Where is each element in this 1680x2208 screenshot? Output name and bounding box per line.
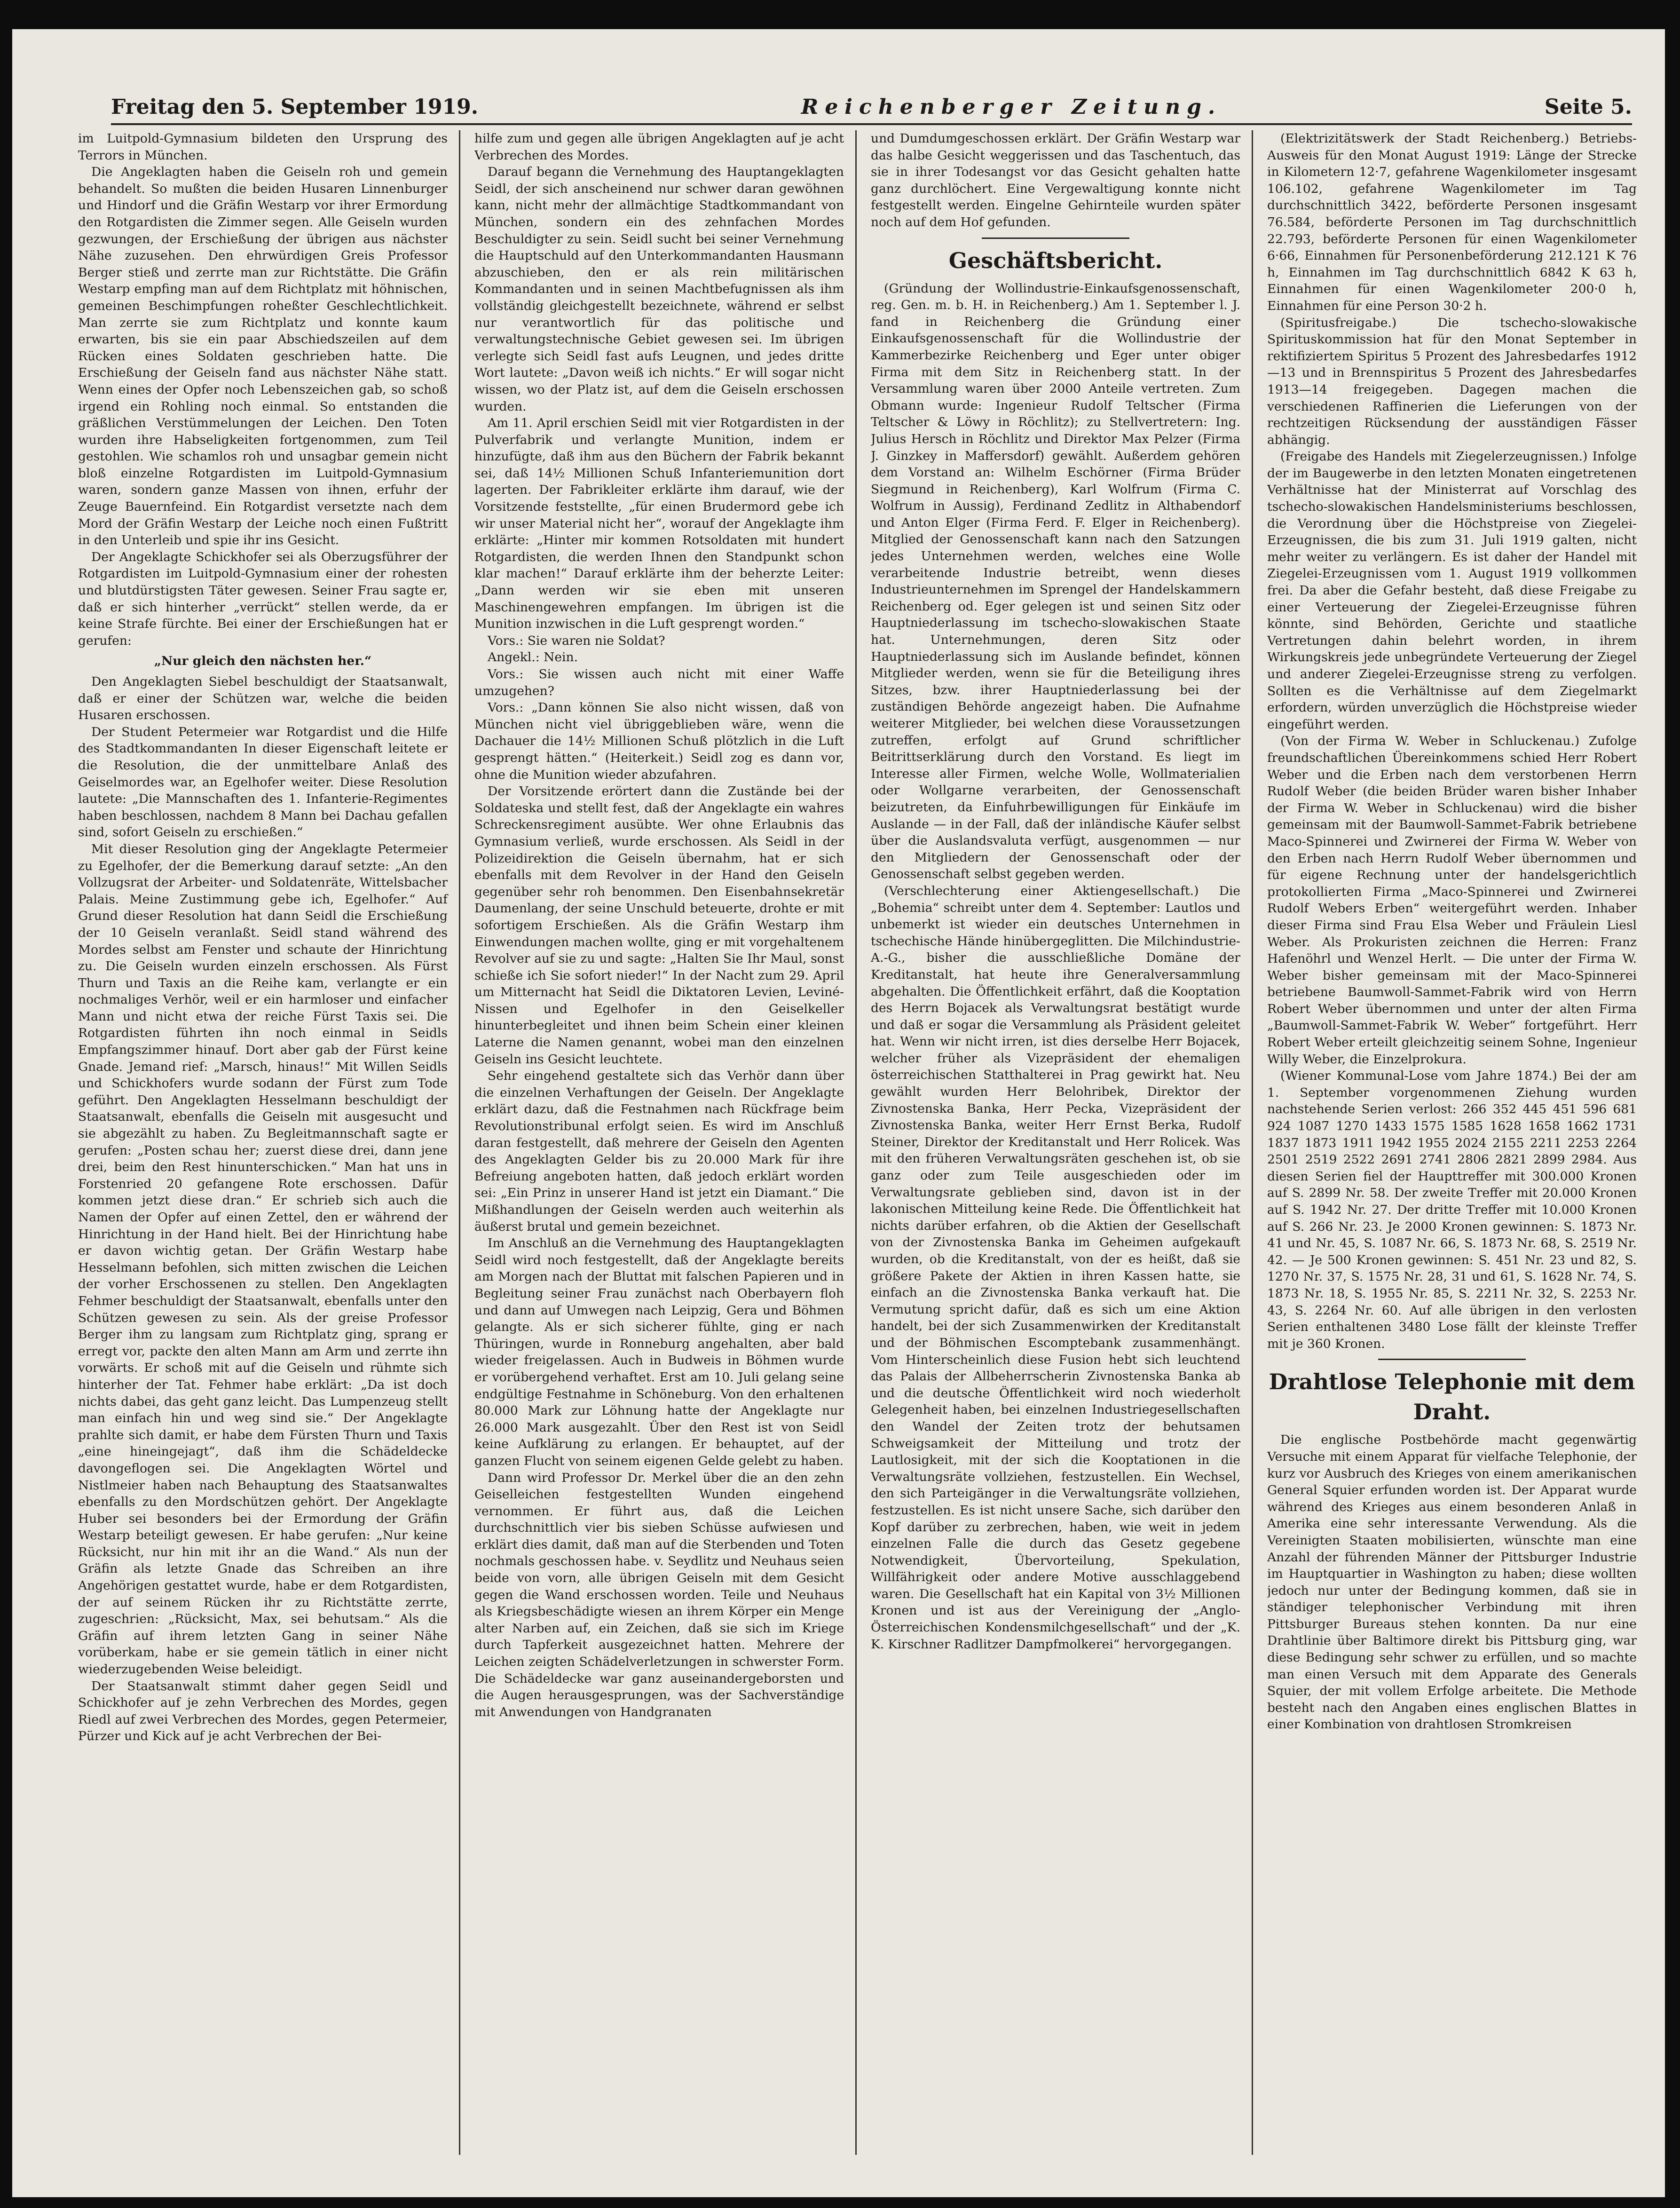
business-item: (Spiritusfreigabe.) Die tschecho-slowakische Spirituskommission hat für den Monat September in rektifiziertem Spiritus 5 Prozent des Jahresbedarfes 1912—13 und in Brennspiritus 5 Prozent des Jahresbedarfes 1913—14 freigegeben. Dagegen machen die verschiedenen Raffinerien die Lieferungen von der rechtzeitigen Rücksendung der ausständigen Fässer abhängig.	[1267, 315, 1637, 447]
article-title: Drahtlose Telephonie mit dem Draht.	[1269, 1369, 1635, 1425]
newspaper-page	[12, 29, 1665, 2197]
paragraph: Die englische Postbehörde macht gegenwärtig Versuche mit einem Apparat für vielfache Telephonie, der kurz vor Ausbruch des Krieges von einem amerikanischen General Squier erfunden worden ist. Der Apparat wurde während des Krieges aus einem besonderen Anlaß in Amerika eine sehr interessante Verwendung. Als die Vereinigten Staaten mobilisierten, wünschte man eine Anzahl der führenden Männer der Pittsburger Industrie im Hauptquartier in Washington zu haben; diese wollten jedoch nur unter der Bedingung kommen, daß sie in ständiger telephonischer Verbindung mit ihren Pittsburger Bureaus stehen konnten. Da nur eine Drahtlinie über Baltimore direkt bis Pittsburg ging, war diese Bedingung sehr schwer zu erfüllen, und so machte man einen Versuch mit dem Apparate des Generals Squier, der mit vollem Erfolge arbeitete. Die Methode besteht nach den Angaben eines englischen Blattes in einer Kombination von drahtlosen Stromkreisen	[1267, 1432, 1637, 1732]
masthead: Reichenberger Zeitung.	[801, 95, 1222, 119]
dialogue-line: Vors.: Sie wissen auch nicht mit einer Waffe umzugehen?	[474, 667, 844, 698]
paragraph: Der Angeklagte Schickhofer sei als Oberzugsführer der Rotgardisten im Luitpold-Gymnasium einer der rohesten und blutdürstigsten Täter gewesen. Seiner Frau sagte er, daß er sich hinterher „verrückt“ stellen werde, da er keine Strafe fürchte. Bei einer der Erschießungen hat er gerufen:	[78, 549, 448, 648]
paragraph: Darauf begann die Vernehmung des Hauptangeklagten Seidl, der sich anscheinend nur schwer daran gewöhnen kann, nicht mehr der allmächtige Stadtkommandant von München, sondern ein des zehnfachen Mordes Beschuldigter zu sein. Seidl sucht bei seiner Vernehmung die Hauptschuld auf den Unterkommandanten Hausmann abzuschieben, den er als rein militärischen Kommandanten und in seinen Machtbefugnissen als ihm vollständig gleichgestellt bezeichnete, während er selbst nur verantwortlich für das politische und verwaltungstechnische Gebiet gewesen sei. Im übrigen verlegte sich Seidl fast aufs Leugnen, und jedes dritte Wort lautete: „Davon weiß ich nichts.“ Er will sogar nicht wissen, wo der Platz ist, auf dem die Geiseln erschossen wurden.	[474, 165, 844, 414]
column-1	[78, 130, 460, 2155]
column-4	[1267, 130, 1637, 2155]
business-item: (Von der Firma W. Weber in Schluckenau.) Zufolge freundschaftlichen Übereinkommens schied Herr Robert Weber und die Erben nach dem verstorbenen Herrn Rudolf Weber (die beiden Brüder waren bisher Inhaber der Firma W. Weber in Schluckenau) wird die bisher gemeinsam mit der Baumwoll-Sammet-Fabrik betriebene Maco-Spinnerei und Zwirnerei der Firma W. Weber von den Erben nach Herrn Rudolf Weber übernommen und für eigene Rechnung unter der handelsgerichtlich protokollierten Firma „Maco-Spinnerei und Zwirnerei Rudolf Webers Erben“ weitergeführt werden. Inhaber dieser Firma sind Frau Elsa Weber und Fräulein Liesl Weber. Als Prokuristen zeichnen die Herren: Franz Hafenöhrl und Wenzel Herlt. — Die unter der Firma W. Weber bisher gemeinsam mit der Maco-Spinnerei betriebene Baumwoll-Sammet-Fabrik wird von Herrn Robert Weber übernommen und unter der alten Firma „Baumwoll-Sammet-Fabrik W. Weber“ fortgeführt. Herr Robert Weber erteilt gleichzeitig seinem Sohne, Ingenieur Willy Weber, die Einzelprokura.	[1267, 734, 1637, 1067]
paragraph: Den Angeklagten Siebel beschuldigt der Staatsanwalt, daß er einer der Schützen war, welche die beiden Husaren erschossen.	[78, 674, 448, 723]
paragraph: Der Student Petermeier war Rotgardist und die Hilfe des Stadtkommandanten In dieser Eigenschaft leitete er die Resolution, die der unmittelbare Anlaß des Geiselmordes war, an Egelhofer weiter. Diese Resolution lautete: „Die Mannschaften des 1. Infanterie-Regimentes haben beschlossen, nachdem 8 Mann bei Dachau gefallen sind, sofort Geiseln zu erschießen.“	[78, 724, 448, 840]
section-divider	[1378, 1359, 1526, 1360]
text-columns	[78, 130, 1637, 2155]
lottery-item: (Wiener Kommunal-Lose vom Jahre 1874.) Bei der am 1. September vorgenommenen Ziehung wurden nachstehende Serien verlost: 266 352 445 451 596 681 924 1087 1270 1433 1575 1585 1628 1658 1662 1731 1837 1873 1911 1942 1955 2024 2155 2211 2253 2264 2501 2519 2522 2691 2741 2806 2821 2899 2984. Aus diesen Serien fiel der Haupttreffer mit 300.000 Kronen auf S. 2899 Nr. 58. Der zweite Treffer mit 20.000 Kronen auf S. 1942 Nr. 27. Der dritte Treffer mit 10.000 Kronen auf S. 266 Nr. 23. Je 2000 Kronen gewinnen: S. 1873 Nr. 41 und Nr. 45, S. 1087 Nr. 66, S. 1873 Nr. 68, S. 2519 Nr. 42. — Je 500 Kronen gewinnen: S. 451 Nr. 23 und 82, S. 1270 Nr. 37, S. 1575 Nr. 28, 31 und 61, S. 1628 Nr. 74, S. 1873 Nr. 18, S. 1955 Nr. 85, S. 2211 Nr. 32, S. 2253 Nr. 43, S. 2264 Nr. 60. Auf alle übrigen in den verlosten Serien enthaltenen 3480 Lose fällt der kleinste Treffer mit je 360 Kronen.	[1267, 1068, 1637, 1351]
paragraph: Sehr eingehend gestaltete sich das Verhör dann über die einzelnen Verhaftungen der Geiseln. Der Angeklagte erklärt dazu, daß die Festnahmen nach Rückfrage beim Revolutionstribunal erfolgt seien. Es wird im Anschluß daran festgestellt, daß mehrere der Geiseln den Agenten des Angeklagten Gelder bis zu 20.000 Mark für ihre Befreiung angeboten hatten, daß jedoch erklärt worden sei: „Ein Prinz in unserer Hand ist jetzt ein Diamant.“ Die Mißhandlungen der Geiseln werden auch weiterhin als äußerst brutal und gemein bezeichnet.	[474, 1068, 844, 1234]
quote-heading: „Nur gleich den nächsten her.“	[154, 654, 372, 669]
paragraph: Der Staatsanwalt stimmt daher gegen Seidl und Schickhofer auf je zehn Verbrechen des Mordes, gegen Riedl auf zwei Verbrechen des Mordes, gegen Petermeier, Pürzer und Kick auf je acht Verbrechen der Bei-	[78, 1678, 448, 1744]
paragraph: Die Angeklagten haben die Geiseln roh und gemein behandelt. So mußten die beiden Husaren Linnenburger und Hindorf und die Gräfin Westarp vor ihrer Ermordung den Rotgardisten die Zimmer segen. Alle Geiseln wurden gezwungen, der Erschießung der übrigen aus nächster Nähe zuzusehen. Den ehrwürdigen Greis Professor Berger stieß und zerrte man zur Richtstätte. Die Gräfin Westarp empfing man auf dem Richtplatz mit höhnischen, gemeinen Beschimpfungen roheßter Geschlechtlichkeit. Man zerrte sie zum Richtplatz und konnte kaum erwarten, bis sie ein paar Abschiedszeilen auf dem Rücken eines Soldaten geschrieben hatte. Die Erschießung der Geiseln fand aus nächster Nähe statt. Wenn eines der Opfer noch Lebenszeichen gab, so schoß irgend ein Rohling noch einmal. So entstanden die gräßlichen Verstümmelungen der Leichen. Den Toten wurden ihre Habseligkeiten fortgenommen, zum Teil gestohlen. Wie schamlos roh und unsagbar gemein nicht bloß einzelne Rotgardisten im Luitpold-Gymnasium waren, sondern ganze Massen von ihnen, erfuhr der Zeuge Bauernfeind. Ein Rotgardist versetzte nach dem Mord der Gräfin Westarp der Leiche noch einen Fußtritt in den Unterleib und spie ihr ins Gesicht.	[78, 165, 448, 548]
column-2	[474, 130, 857, 2155]
business-item: (Freigabe des Handels mit Ziegelerzeugnissen.) Infolge der im Baugewerbe in den letzten Monaten eingetretenen Verhältnisse hat der Ministerrat auf Vorschlag des tschecho-slowakischen Handelsministeriums beschlossen, die Verordnung über die Höchstpreise von Ziegelei-Erzeugnissen, die bis zum 31. Juli 1919 galten, nicht mehr weiter zu verlängern. Es ist daher der Handel mit Ziegelei-Erzeugnissen vom 1. August 1919 vollkommen frei. Da aber die Gefahr besteht, daß diese Freigabe zu einer Verteuerung der Ziegelei-Erzeugnisse führen könnte, sind Behörden, Gerichte und staatliche Vertretungen dahin belehrt worden, in ihrem Wirkungskreis jede unbegründete Verteuerung der Ziegel und anderer Ziegelei-Erzeugnisse streng zu verfolgen. Sollten es die Verhältnisse auf dem Ziegelmarkt erfordern, würden unverzüglich die Höchstpreise wieder eingeführt werden.	[1267, 449, 1637, 732]
business-item: (Verschlechterung einer Aktiengesellschaft.) Die „Bohemia“ schreibt unter dem 4. September: Lautlos und unbemerkt ist wieder ein deutsches Unternehmen in tschechische Hände hinübergeglitten. Die Milchindustrie-A.-G., bisher die ausschließliche Domäne der Kreditanstalt, hat heute ihre Generalversammlung abgehalten. Die Öffentlichkeit erfährt, daß die Kooptation des Herrn Bojacek als Verwaltungsrat bestätigt wurde und daß er sogar die Versammlung als Präsident geleitet hat. Wenn wir nicht irren, ist dies derselbe Herr Bojacek, welcher früher als Vizepräsident der ehemaligen österreichischen Statthalterei in Prag gewirkt hat. Neu gewählt wurden Herr Belohribek, Direktor der Zivnostenska Banka, Herr Pecka, Vizepräsident der Zivnostenska Banka, weiter Herr Ernst Berka, Rudolf Steiner, Direktor der Kreditanstalt und Herr Rolicek. Was mit den früheren Verwaltungsräten geschehen ist, ob sie ganz oder zum Teile ausgeschieden oder im Verwaltungsrate geblieben sind, davon ist in der lakonischen Mitteilung keine Rede. Die Öffentlichkeit hat nichts darüber erfahren, ob die Aktien der Gesellschaft von der Zivnostenska Banka im Geheimen aufgekauft wurden, ob die Kreditanstalt, von der es heißt, daß sie größere Pakete der Aktien in ihren Kassen hatte, sie einfach an die Zivnostenska Banka verkauft hat. Die Vermutung spricht dafür, daß es sich um eine Aktion handelt, bei der sich Zusammenwirken der Kreditanstalt und der Böhmischen Escomptebank zusammenhängt. Vom Hinterscheinlich diese Fusion hebt sich leuchtend das Palais der Allbeherrscherin Zivnostenska Banka ab und die deutsche Öffentlichkeit wird noch wiederholt Gelegenheit haben, bei einzelnen Industriegesellschaften den Wandel der Zeiten trotz der behutsamen Schweigsamkeit der Mitteilung und trotz der Lautlosigkeit, mit der sich die Kooptationen in die Verwaltungsräte vollziehen, festzustellen. Ein Wechsel, den sich Parteigänger in die Verwaltungsräte vollziehen, festzustellen. Es ist nicht unsere Sache, sich darüber den Kopf darüber zu zerbrechen, haben, wie weit in jedem einzelnen Falle die durch das Gesetz gegebene Notwendigkeit, Übervorteilung, Spekulation, Willfährigkeit oder andere Motive ausschlaggebend waren. Die Gesellschaft hat ein Kapital von 3½ Millionen Kronen und ist aus der Vereinigung der „Anglo-Österreichischen Kondensmilchgesellschaft“ und der „K. K. Kirschner Radlitzer Dampfmolkerei“ hervorgegangen.	[871, 883, 1240, 1652]
dialogue-line: Vors.: „Dann können Sie also nicht wissen, daß von München nicht viel übriggeblieben wäre, wenn die Dachauer die 14½ Millionen Schuß plötzlich in die Luft gesprengt hätten.“ (Heiterkeit.) Seidl zog es dann vor, ohne die Munition wieder abzufahren.	[474, 700, 844, 782]
paragraph: Der Vorsitzende erörtert dann die Zustände bei der Soldateska und stellt fest, daß der Angeklagte ein wahres Schreckensregiment ausübte. Wer ohne Erlaubnis das Gymnasium verließ, wurde erschossen. Als Seidl in der Polizeidirektion die Geiseln übernahm, hat er sich ebenfalls mit dem Revolver in der Hand den Geiseln gegenüber sehr roh benommen. Den Eisenbahnsekretär Daumenlang, der seine Unschuld beteuerte, drohte er mit sofortigem Erschießen. Als die Gräfin Westarp ihm Einwendungen machen wollte, ging er mit vorgehaltenem Revolver auf sie zu und sagte: „Halten Sie Ihr Maul, sonst schieße ich Sie sofort nieder!“ In der Nacht zum 29. April um Mitternacht hat Seidl die Diktatoren Levien, Leviné-Nissen und Egelhofer in den Geiselkeller hinunterbegleitet und ihnen beim Schein einer kleinen Laterne die Namen genannt, wobei man den einzelnen Geiseln ins Gesicht leuchtete.	[474, 784, 844, 1067]
issue-date: Freitag den 5. September 1919.	[111, 95, 479, 119]
paragraph: Dann wird Professor Dr. Merkel über die an den zehn Geiselleichen festgestellten Wunden eingehend vernommen. Er führt aus, daß die Leichen durchschnittlich vier bis sieben Schüsse aufwiesen und erklärt dies damit, daß man auf die Sterbenden und Toten nochmals geschossen habe. v. Seydlitz und Neuhaus seien beide von vorn, alle übrigen Geiseln mit dem Gesicht gegen die Wand erschossen worden. Teile und Neuhaus als Kriegsbeschädigte wiesen an ihrem Körper ein Menge alter Narben auf, ein Zeichen, daß sie sich im Kriege durch Tapferkeit ausgezeichnet hatten. Mehrere der Leichen zeigten Schädelverletzungen in schwerster Form. Die Schädeldecke war ganz auseinandergeborsten und die Augen herausgesprungen, was der Sachverständige mit Anwendungen von Handgranaten	[474, 1470, 844, 1719]
dialogue-line: Angekl.: Nein.	[488, 650, 578, 665]
column-3	[871, 130, 1253, 2155]
business-item: (Elektrizitätswerk der Stadt Reichenberg.) Betriebs-Ausweis für den Monat August 1919: Länge der Strecke in Kilometern 12·7, gefahrene Wagenkilometer insgesamt 106.102, gefahrene Wagenkilometer im Tag durchschnittlich 3422, beförderte Personen insgesamt 76.584, beförderte Personen im Tag durchschnittlich 22.793, beförderte Personen für einen Wagenkilometer 6·66, Einnahmen für Personenbeförderung 212.121 K 76 h, Einnahmen im Tag durchschnittlich 6842 K 63 h, Einnahmen für einen Wagenkilometer 200·0 h, Einnahmen für eine Person 30·2 h.	[1267, 131, 1637, 313]
dialogue-line: Vors.: Sie waren nie Soldat?	[488, 633, 665, 648]
business-item: (Gründung der Wollindustrie-Einkaufsgenossenschaft, reg. Gen. m. b. H. in Reichenberg.) Am 1. September l. J. fand in Reichenberg die Gründung einer Einkaufsgenossenschaft für die Wollindustrie der Kammerbezirke Reichenberg und Eger unter obiger Firma mit dem Sitz in Reichenberg statt. In der Versammlung waren über 2000 Anteile vertreten. Zum Obmann wurde: Ingenieur Rudolf Teltscher (Firma Teltscher & Löwy in Röchlitz); zu Stellvertretern: Ing. Julius Hersch in Röchlitz und Direktor Max Pelzer (Firma J. Ginzkey in Maffersdorf) gewählt. Außerdem gehören dem Vorstand an: Wilhelm Eschörner (Firma Brüder Siegmund in Reichenberg), Karl Wolfrum (Firma C. Wolfrum in Aussig), Ferdinand Zedlitz in Althabendorf und Anton Elger (Firma Ferd. F. Elger in Reichenberg). Mitglied der Genossenschaft kann nach den Satzungen jedes Unternehmen werden, welches eine Wolle verarbeitende Industrie betreibt, wenn dieses Industrieunternehmen im Sprengel der Handelskammern Reichenberg od. Eger gelegen ist und seinen Sitz oder Hauptniederlassung im tschecho-slowakischen Staate hat. Unternehmungen, deren Sitz oder Hauptniederlassung sich im Auslande befindet, können Mitglieder werden, wenn sie für die Beteiligung ihres Sitzes, bzw. ihrer Hauptniederlassung bei der zuständigen Behörde angezeigt haben. Die Aufnahme weiterer Mitglieder, bei welchen diese Voraussetzungen zutreffen, erfolgt auf Grund schriftlicher Beitrittserklärung durch den Vorstand. Es liegt im Interesse aller Firmen, welche Wolle, Wollmaterialien oder Wollgarne verarbeiten, der Genossenschaft beizutreten, da Einfuhrbewilligungen für Einkäufe im Auslande — in der Fall, daß der inländische Käufer selbst über die Auslandsvaluta verfügt, ausgenommen — nur den Mitgliedern der Genossenschaft oder der Genossenschaft selbst gegeben werden.	[871, 281, 1240, 882]
paragraph: Im Anschluß an die Vernehmung des Hauptangeklagten Seidl wird noch festgestellt, daß der Angeklagte bereits am Morgen nach der Bluttat mit falschen Papieren und in Begleitung seiner Frau zunächst nach Oberbayern floh und dann auf Umwegen nach Leipzig, Gera und Böhmen gelangte. Als er sich sicherer fühlte, ging er nach Thüringen, wurde in Ronneburg angehalten, aber bald wieder freigelassen. Auch in Budweis in Böhmen wurde er vorübergehend verhaftet. Erst am 10. Juli gelang seine endgültige Festnahme in Schöneburg. Von den erhaltenen 80.000 Mark zur Löhnung hatte der Angeklagte nur 26.000 Mark ausgezahlt. Über den Rest ist von Seidl keine Aufklärung zu erlangen. Er behauptet, auf der ganzen Flucht von seinem eigenen Gelde gelebt zu haben.	[474, 1236, 844, 1468]
paragraph: im Luitpold-Gymnasium bildeten den Ursprung des Terrors in München.	[78, 131, 448, 163]
page-number: Seite 5.	[1544, 95, 1632, 119]
paragraph: Am 11. April erschien Seidl mit vier Rotgardisten in der Pulverfabrik und verlangte Munition, indem er hinzufügte, daß ihm aus den Büchern der Fabrik bekannt sei, daß 14½ Millionen Schuß Infanteriemunition dort lagerten. Der Fabrikleiter erklärte ihm darauf, wie der Vorsitzende feststellte, „für einen Brudermord gebe ich wir unser Material nicht her“, worauf der Angeklagte ihm erklärte: „Hinter mir kommen Rotsoldaten mit hundert Rotgardisten, die werden Ihnen den Standpunkt schon klar machen!“ Darauf erklärte ihm der beherzte Leiter: „Dann werden wir sie eben mit unseren Maschinengewehren empfangen. Im übrigen ist die Munition inzwischen in die Luft gesprengt worden.“	[474, 416, 844, 632]
paragraph: Mit dieser Resolution ging der Angeklagte Petermeier zu Egelhofer, der die Bemerkung darauf setzte: „An den Vollzugsrat der Arbeiter- und Soldatenräte, Wittelsbacher Palais. Meine Zustimmung gebe ich, Egelhofer.“ Auf Grund dieser Resolution hat dann Seidl die Erschießung der 10 Geiseln veranlaßt. Seidl stand während des Mordes selbst am Fenster und schaute der Hinrichtung zu. Die Geiseln wurden einzeln erschossen. Als Fürst Thurn und Taxis an die Reihe kam, verlangte er ein nochmaliges Verhör, weil er ein harmloser und einfacher Mann und nicht etwa der reiche Fürst Taxis sei. Die Rotgardisten führten ihn noch einmal in Seidls Empfangszimmer hinauf. Dort aber gab der Fürst keine Gnade. Jemand rief: „Marsch, hinaus!“ Mit Willen Seidls und Schickhofers wurde sodann der Fürst zum Tode geführt. Den Angeklagten Hesselmann beschuldigt der Staatsanwalt, ebenfalls die Geiseln mit ausgesucht und sie abgezählt zu haben. Zu Begleitmannschaft sagte er gerufen: „Posten schau her; zuerst diese drei, dann jene drei, beim den Rest hinunterschicken.“ Man hat uns in Forstenried 20 gefangene Rote erschossen. Dafür kommen jetzt diese dran.“ Er schrieb sich auch die Namen der Opfer auf einen Zettel, den er während der Hinrichtung in der Hand hielt. Bei der Hinrichtung habe er davon wichtig getan. Der Gräfin Westarp habe Hesselmann befohlen, sich mitten zwischen die Leichen der vorher Erschossenen zu stellen. Den Angeklagten Fehmer beschuldigt der Staatsanwalt, ebenfalls unter den Schützen gewesen zu sein. Als der greise Professor Berger ihm zu langsam zum Richtplatz ging, sprang er erregt vor, packte den alten Mann am Arm und zerrte ihn vorwärts. Er schoß mit auf die Geiseln und rühmte sich hinterher der Tat. Fehmer habe erklärt: „Da ist doch nichts dabei, das geht ganz leicht. Das Lumpenzeug stellt man einfach hin und weg sind sie.“ Der Angeklagte prahlte sich damit, er habe dem Fürsten Thurn und Taxis „eine hineingejagt“, daß ihm die Schädeldecke davongeflogen sei. Die Angeklagten Wörtel und Nistlmeier haben nach Behauptung des Staatsanwaltes ebenfalls zu den Mordschützen gehört. Der Angeklagte Huber sei besonders bei der Ermordung der Gräfin Westarp beteiligt gewesen. Er habe gerufen: „Nur keine Rücksicht, nur hin mit ihr an die Wand.“ Als nun der Gräfin als letzte Gnade das Schreiben an ihre Angehörigen gestattet wurde, habe er dem Rotgardisten, der auf seinem Rücken ihr zu Richtstätte zerrte, zugeschrien: „Rücksicht, Max, sei behutsam.“ Als die Gräfin auf ihrem letzten Gang in seiner Nähe vorüberkam, habe er sie gemein tätlich in einer nicht wiederzugebenden Weise beleidigt.	[78, 841, 448, 1677]
paragraph: hilfe zum und gegen alle übrigen Angeklagten auf je acht Verbrechen des Mordes.	[474, 131, 844, 163]
running-head	[111, 90, 1632, 125]
section-title: Geschäftsbericht.	[948, 247, 1163, 273]
section-divider	[982, 237, 1129, 239]
paragraph: und Dumdumgeschossen erklärt. Der Gräfin Westarp war das halbe Gesicht weggerissen und das Taschentuch, das sie in ihrer Todesangst vor das Gesicht gehalten hatte ganz durchlöchert. Eine Vergewaltigung konnte nicht festgestellt werden. Eingelne Gehirnteile wurden später noch auf dem Hof gefunden.	[871, 131, 1240, 230]
